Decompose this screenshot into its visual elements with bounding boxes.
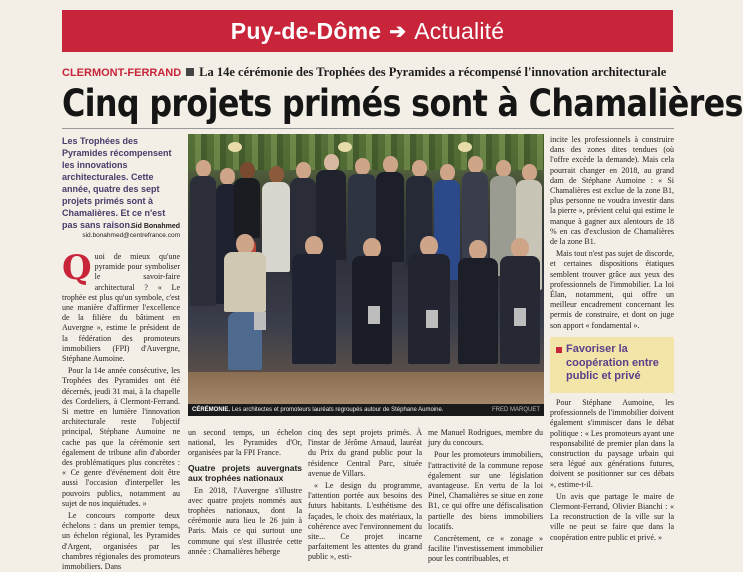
paragraph: incite les professionnels à construire dans des zones dites tendues (où l'offre excède la demande). Mais cela pourrait changer en 2018, au grand dam de Stéphane Aumoine : « Si Chamalières est exclue de la zone B1, plus personne ne voudra investir dans la pierre », prévient celui qui estime le manque à gagner aux alentours de 18 % en cas d'exclusion de Chamalières de la zone B1. (550, 135, 674, 247)
person (352, 238, 392, 364)
person (500, 238, 540, 364)
caption-label: CÉRÉMONIE. (192, 407, 231, 413)
paragraph: Pour les promoteurs immobiliers, l'attractivité de la commune repose également sur une législation avantageuse. En vertu de la loi Pinel, Chamalières se situe en zone B1, ce qui offre une défiscalisation partielle des biens immobiliers locatifs. (428, 450, 543, 531)
person (408, 236, 450, 364)
divider (62, 128, 674, 129)
person (458, 240, 498, 364)
pull-quote-box (550, 337, 674, 393)
square-bullet-icon (556, 347, 562, 353)
trophy-icon (254, 312, 266, 330)
person (262, 166, 290, 276)
section-title: Actualité (414, 17, 505, 44)
person (224, 234, 266, 374)
trophy-icon (368, 306, 380, 324)
person (292, 236, 336, 364)
trophy-icon (426, 310, 438, 328)
paragraph: cinq des sept projets primés. À l'instar de Jérôme Arnaud, lauréat du Prix du grand public pour la résidence Central Parc, située avenue de Villars. (308, 428, 422, 478)
arrow-right-icon: ➔ (389, 20, 407, 43)
region-title: Puy-de-Dôme (230, 17, 382, 44)
paragraph: me Manuel Rodrigues, membre du jury du concours. (428, 428, 543, 448)
ceremony-photo (188, 134, 544, 404)
headline: Cinq projets primés sont à Chamalières (62, 82, 743, 125)
pull-quote-text: Favoriser la coopération entre public et privé (566, 343, 659, 382)
section-banner (62, 10, 673, 52)
article-column-4 (428, 428, 543, 564)
paragraph: Pour Stéphane Aumoine, les professionnels de l'immobilier doivent également s'immiscer dans le débat politique : « Les promoteurs ayant une responsabilité de premier plan dans la construction du paysage urbain qui sera légué aux générations futures, doivent se positionner sur ces débats », estime-t-il. (550, 398, 674, 489)
kicker (62, 64, 674, 80)
kicker-city: CLERMONT-FERRAND (62, 67, 182, 79)
lede: Les Trophées des Pyramides récompensent les innovations architecturales. Cette année, quatre des sept projets primés sont à Chamalières. Et ce n'est pas sans raison. (62, 136, 172, 230)
article-column-6 (550, 398, 674, 549)
paragraph: Pour la 14e année consécutive, les Trophées des Pyramides ont été décernés, jeudi 31 mai, à la chapelle des Cordeliers, à Clermont-Ferrand. Si mettre en lumière l'innovation architecturale reste l'objectif principal, Stéphane Aumoine ne cache pas que la cérémonie sert également de tribune afin d'aborder des problématiques plus concrètes : « Ce genre d'événement doit être aussi l'occasion d'interpeller les pouvoirs publics, notamment au sujet de nos inquiétudes. » (62, 366, 180, 508)
caption-text: Les architectes et promoteurs lauréats regroupés autour de Stéphane Aumoine. (231, 407, 444, 413)
subheading: Quatre projets auvergnats aux trophées nationaux (188, 462, 302, 483)
article-column-1 (62, 248, 180, 572)
paragraph: Un avis que partage le maire de Clermont-Ferrand, Olivier Bianchi : « La reconstruction de la ville sur la ville ne peut se faire que dans la coopération entre public et privé. » (550, 491, 674, 542)
paragraph: uoi de mieux qu'une pyramide pour symboliser le savoir-faire architectural ? « Le trophée est plus qu'un symbole, c'est une manière d'affirmer l'excellence de la filière du bâtiment en Auvergne », estime le président de la fédération des promoteurs immobiliers (FPI) d'Auvergne, Stéphane Aumoine. (62, 252, 180, 364)
lamp (458, 142, 472, 152)
photo-caption (188, 404, 544, 416)
lamp (338, 142, 352, 152)
article-column-5 (550, 135, 674, 333)
paragraph: Le concours comporte deux échelons : dans un premier temps, un échelon régional, les Pyramides d'Argent, organisées par les chambres régionales des promoteurs immobiliers. Dans (62, 511, 180, 572)
paragraph: un second temps, un échelon national, les Pyramides d'Or, organisées par la FPI France. (188, 428, 302, 458)
byline (80, 222, 180, 240)
dropcap: Q (62, 248, 92, 288)
kicker-text: La 14e cérémonie des Trophées des Pyramides a récompensé l'innovation architecturale (199, 65, 667, 79)
paragraph: En 2018, l'Auvergne s'illustre avec quatre projets nommés aux trophées nationaux, dont la cérémonie aura lieu le 26 juin à Paris. Mais ce qui surtout une commune qui s'est illustrée cette année : Chamalières héberge (188, 485, 302, 556)
photo-floor (188, 372, 544, 404)
article-column-2 (188, 428, 302, 556)
lamp (228, 142, 242, 152)
person (190, 160, 216, 310)
square-bullet-icon (186, 68, 194, 76)
author-email[interactable]: sid.bonahmed@centrefrance.com (82, 232, 180, 239)
trophy-icon (514, 308, 526, 326)
author-name: Sid Bonahmed (130, 223, 180, 230)
paragraph: Mais tout n'est pas sujet de discorde, et certaines dispositions étatiques semblent trouver grâce aux yeux des professionnels de l'immobilier. La loi Élan, notamment, qui offre un meilleur encadrement concernant les permis de construire, et dont on juge son apport « fondamental ». (550, 249, 674, 330)
paragraph: Concrètement, ce « zonage » facilite l'investissement immobilier pour les contribuables, et (428, 534, 543, 564)
photo-credit: FRED MARQUET (492, 407, 540, 413)
article-column-3 (308, 428, 422, 562)
paragraph: « Le design du programme, l'attention portée aux besoins des futurs habitants. L'esthétisme des façades, le choix des matériaux, la cohérence avec l'environnement du site... Ce projet incarne parfaitement les attentes du grand public », esti- (308, 481, 422, 562)
